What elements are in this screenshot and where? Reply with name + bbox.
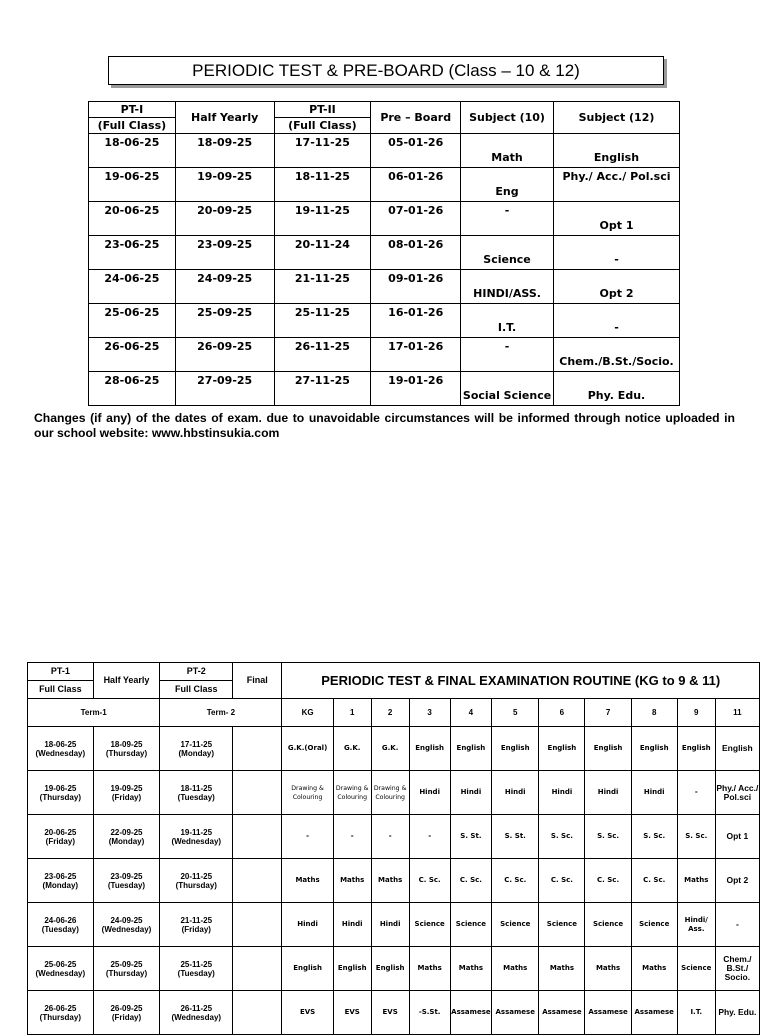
cell-day: (Thursday) bbox=[105, 968, 148, 978]
cell-pt2: 27-11-25 bbox=[274, 372, 371, 406]
cell-pt2: 17-11-25 bbox=[274, 134, 371, 168]
cell-subject: English bbox=[371, 947, 409, 991]
cell-subject: S. Sc. bbox=[585, 815, 631, 859]
cell-pt1: 24-06-25 bbox=[89, 270, 176, 304]
cell-subject: C. Sc. bbox=[492, 859, 539, 903]
cell-day: (Thursday) bbox=[39, 1012, 81, 1022]
cell-subject: Hindi bbox=[282, 903, 333, 947]
class-header: 9 bbox=[677, 699, 715, 727]
cell-day: (Thursday) bbox=[105, 748, 148, 758]
cell-date: 26-06-25 bbox=[44, 1003, 77, 1013]
cell-subject12: English bbox=[553, 134, 679, 168]
cell-pt2 bbox=[160, 771, 233, 815]
cell-subject: - bbox=[371, 815, 409, 859]
cell-pt2 bbox=[160, 947, 233, 991]
cell-date: 20-11-25 bbox=[180, 871, 213, 881]
cell-subject12: Opt 2 bbox=[553, 270, 679, 304]
cell-hy: 24-09-25 bbox=[175, 270, 274, 304]
header-pt2-sub: (Full Class) bbox=[274, 118, 371, 134]
cell-subject: G.K. bbox=[333, 727, 371, 771]
cell-pb: 08-01-26 bbox=[371, 236, 461, 270]
cell-date: 18-11-25 bbox=[180, 783, 213, 793]
cell-subject: Maths bbox=[371, 859, 409, 903]
cell-date: 19-09-25 bbox=[110, 783, 143, 793]
cell-pt1 bbox=[28, 903, 94, 947]
cell-date: 25-06-25 bbox=[44, 959, 77, 969]
cell-day: (Monday) bbox=[108, 836, 145, 846]
cell-pt2 bbox=[160, 903, 233, 947]
table-row bbox=[89, 304, 680, 338]
cell-subject: - bbox=[409, 815, 450, 859]
cell-subject: English bbox=[450, 727, 491, 771]
cell-day: (Wednesday) bbox=[171, 836, 222, 846]
header-final: Final bbox=[233, 663, 282, 699]
cell-hy bbox=[93, 727, 160, 771]
cell-pt1 bbox=[28, 771, 94, 815]
cell-day: (Friday) bbox=[181, 924, 211, 934]
cell-day: (Thursday) bbox=[39, 792, 81, 802]
cell-subject10: - bbox=[461, 202, 554, 236]
class-header: 1 bbox=[333, 699, 371, 727]
cell-date: 17-11-25 bbox=[180, 739, 213, 749]
cell-subject: English bbox=[492, 727, 539, 771]
cell-subject: Drawing & Colouring bbox=[282, 771, 333, 815]
cell-date: 23-09-25 bbox=[110, 871, 143, 881]
cell-pt2 bbox=[160, 991, 233, 1035]
cell-pt1: 18-06-25 bbox=[89, 134, 176, 168]
class-header: 5 bbox=[492, 699, 539, 727]
cell-subject10: Eng bbox=[461, 168, 554, 202]
cell-hy: 27-09-25 bbox=[175, 372, 274, 406]
cell-date: 25-09-25 bbox=[110, 959, 143, 969]
header-pt1-sub: Full Class bbox=[28, 681, 94, 699]
cell-subject: English bbox=[677, 727, 715, 771]
cell-subject: G.K.(Oral) bbox=[282, 727, 333, 771]
cell-hy: 20-09-25 bbox=[175, 202, 274, 236]
cell-day: (Friday) bbox=[111, 792, 142, 802]
cell-day: (Tuesday) bbox=[107, 880, 146, 890]
cell-subject: Science bbox=[677, 947, 715, 991]
cell-pt2: 25-11-25 bbox=[274, 304, 371, 338]
cell-subject10: HINDI/ASS. bbox=[461, 270, 554, 304]
cell-subject: Science bbox=[409, 903, 450, 947]
cell-subject: C. Sc. bbox=[631, 859, 677, 903]
cell-pb: 05-01-26 bbox=[371, 134, 461, 168]
pt-final-routine-table bbox=[27, 662, 760, 1035]
cell-subject: EVS bbox=[371, 991, 409, 1035]
table-row bbox=[28, 771, 760, 815]
cell-date: 18-09-25 bbox=[110, 739, 143, 749]
cell-subject: English bbox=[631, 727, 677, 771]
cell-subject10: Science bbox=[461, 236, 554, 270]
cell-pt2 bbox=[160, 727, 233, 771]
header-pt1: PT-I bbox=[89, 102, 176, 118]
cell-subject: Hindi/ Ass. bbox=[677, 903, 715, 947]
cell-date: 24-09-25 bbox=[110, 915, 143, 925]
cell-subject: S. Sc. bbox=[539, 815, 585, 859]
cell-subject: Assamese bbox=[492, 991, 539, 1035]
cell-pt1: 19-06-25 bbox=[89, 168, 176, 202]
cell-pt2: 20-11-24 bbox=[274, 236, 371, 270]
cell-subject10: Social Science bbox=[461, 372, 554, 406]
cell-subject: Hindi bbox=[539, 771, 585, 815]
cell-subject: Opt 1 bbox=[715, 815, 759, 859]
cell-pt1: 23-06-25 bbox=[89, 236, 176, 270]
pt-preboard-table bbox=[88, 101, 680, 406]
cell-subject: Hindi bbox=[409, 771, 450, 815]
cell-final bbox=[233, 727, 282, 771]
cell-day: (Wednesday) bbox=[35, 748, 86, 758]
cell-pt1: 26-06-25 bbox=[89, 338, 176, 372]
cell-subject: Science bbox=[539, 903, 585, 947]
header-subject12: Subject (12) bbox=[553, 102, 679, 134]
cell-subject: Maths bbox=[333, 859, 371, 903]
term2-label: Term- 2 bbox=[160, 699, 282, 727]
cell-subject: English bbox=[409, 727, 450, 771]
table-row bbox=[28, 815, 760, 859]
cell-hy bbox=[93, 991, 160, 1035]
cell-date: 26-11-25 bbox=[180, 1003, 213, 1013]
cell-subject: Hindi bbox=[492, 771, 539, 815]
cell-pt2 bbox=[160, 859, 233, 903]
cell-subject12: Phy./ Acc./ Pol.sci bbox=[553, 168, 679, 202]
cell-subject: Science bbox=[492, 903, 539, 947]
cell-subject10: - bbox=[461, 338, 554, 372]
cell-date: 26-09-25 bbox=[110, 1003, 143, 1013]
table-row bbox=[89, 168, 680, 202]
cell-subject: Science bbox=[585, 903, 631, 947]
cell-subject: Hindi bbox=[585, 771, 631, 815]
cell-subject: Phy. Edu. bbox=[715, 991, 759, 1035]
cell-day: (Tuesday) bbox=[41, 924, 79, 934]
cell-subject: Maths bbox=[585, 947, 631, 991]
cell-subject: English bbox=[585, 727, 631, 771]
cell-day: (Wednesday) bbox=[101, 924, 152, 934]
cell-subject: -S.St. bbox=[409, 991, 450, 1035]
cell-subject: S. St. bbox=[492, 815, 539, 859]
cell-date: 19-11-25 bbox=[180, 827, 213, 837]
cell-hy bbox=[93, 903, 160, 947]
cell-pb: 17-01-26 bbox=[371, 338, 461, 372]
cell-subject: Maths bbox=[282, 859, 333, 903]
cell-pb: 09-01-26 bbox=[371, 270, 461, 304]
class-header: 3 bbox=[409, 699, 450, 727]
class-header: 11 bbox=[715, 699, 759, 727]
cell-pb: 07-01-26 bbox=[371, 202, 461, 236]
cell-day: (Friday) bbox=[111, 1012, 142, 1022]
cell-pb: 16-01-26 bbox=[371, 304, 461, 338]
class-header: KG bbox=[282, 699, 333, 727]
cell-pt1 bbox=[28, 947, 94, 991]
term1-label: Term-1 bbox=[28, 699, 160, 727]
cell-subject: EVS bbox=[333, 991, 371, 1035]
class-header: 6 bbox=[539, 699, 585, 727]
cell-subject: Maths bbox=[450, 947, 491, 991]
cell-subject: Assamese bbox=[450, 991, 491, 1035]
class-header: 4 bbox=[450, 699, 491, 727]
cell-final bbox=[233, 771, 282, 815]
cell-subject: Maths bbox=[409, 947, 450, 991]
cell-pt1 bbox=[28, 859, 94, 903]
cell-day: (Wednesday) bbox=[171, 1012, 222, 1022]
cell-subject: - bbox=[715, 903, 759, 947]
cell-subject: C. Sc. bbox=[409, 859, 450, 903]
cell-subject: Hindi bbox=[450, 771, 491, 815]
cell-subject: C. Sc. bbox=[539, 859, 585, 903]
table-row bbox=[89, 270, 680, 304]
cell-hy: 25-09-25 bbox=[175, 304, 274, 338]
cell-subject: C. Sc. bbox=[450, 859, 491, 903]
cell-subject10: Math bbox=[461, 134, 554, 168]
cell-subject: Science bbox=[631, 903, 677, 947]
cell-subject: Drawing & Colouring bbox=[333, 771, 371, 815]
cell-subject: EVS bbox=[282, 991, 333, 1035]
cell-subject: - bbox=[677, 771, 715, 815]
class-header: 7 bbox=[585, 699, 631, 727]
cell-date: 19-06-25 bbox=[44, 783, 77, 793]
cell-date: 24-06-26 bbox=[44, 915, 77, 925]
cell-day: (Wednesday) bbox=[35, 968, 86, 978]
cell-pt1: 25-06-25 bbox=[89, 304, 176, 338]
section2-title: PERIODIC TEST & FINAL EXAMINATION ROUTINE (KG to 9 & 11) bbox=[282, 663, 760, 699]
exam-change-notice: Changes (if any) of the dates of exam. due to unavoidable circumstances will be informed through notice uploaded in our school website: www.hbstinsukia.com bbox=[34, 411, 735, 440]
cell-day: (Friday) bbox=[45, 836, 75, 846]
cell-subject12: - bbox=[553, 304, 679, 338]
header-pre-board: Pre – Board bbox=[371, 102, 461, 134]
table-row bbox=[89, 202, 680, 236]
cell-date: 21-11-25 bbox=[180, 915, 213, 925]
cell-date: 25-11-25 bbox=[180, 959, 213, 969]
table-row bbox=[28, 991, 760, 1035]
cell-hy bbox=[93, 815, 160, 859]
header-pt1-sub: (Full Class) bbox=[89, 118, 176, 134]
cell-subject12: - bbox=[553, 236, 679, 270]
cell-hy: 23-09-25 bbox=[175, 236, 274, 270]
section1-title: PERIODIC TEST & PRE-BOARD (Class – 10 & 12) bbox=[108, 56, 664, 85]
cell-subject: - bbox=[333, 815, 371, 859]
header-pt2-sub: Full Class bbox=[160, 681, 233, 699]
cell-pt1 bbox=[28, 815, 94, 859]
cell-pt1: 20-06-25 bbox=[89, 202, 176, 236]
table-row bbox=[28, 947, 760, 991]
class-header: 2 bbox=[371, 699, 409, 727]
cell-subject: C. Sc. bbox=[585, 859, 631, 903]
cell-subject: Maths bbox=[539, 947, 585, 991]
table-row bbox=[89, 236, 680, 270]
cell-subject: Chem./ B.St./ Socio. bbox=[715, 947, 759, 991]
cell-subject: English bbox=[715, 727, 759, 771]
cell-subject: Assamese bbox=[585, 991, 631, 1035]
cell-hy: 26-09-25 bbox=[175, 338, 274, 372]
cell-subject: English bbox=[333, 947, 371, 991]
cell-hy bbox=[93, 947, 160, 991]
table-row bbox=[89, 338, 680, 372]
cell-day: (Tuesday) bbox=[177, 968, 215, 978]
header-pt2: PT-II bbox=[274, 102, 371, 118]
cell-subject: Drawing & Colouring bbox=[371, 771, 409, 815]
cell-subject12: Phy. Edu. bbox=[553, 372, 679, 406]
cell-subject: S. Sc. bbox=[677, 815, 715, 859]
class-header: 8 bbox=[631, 699, 677, 727]
cell-final bbox=[233, 947, 282, 991]
cell-subject: Maths bbox=[677, 859, 715, 903]
cell-subject: Assamese bbox=[539, 991, 585, 1035]
cell-subject: Assamese bbox=[631, 991, 677, 1035]
table-row bbox=[89, 134, 680, 168]
cell-hy: 18-09-25 bbox=[175, 134, 274, 168]
cell-subject: English bbox=[539, 727, 585, 771]
table-row bbox=[89, 372, 680, 406]
cell-subject: G.K. bbox=[371, 727, 409, 771]
cell-pt2: 26-11-25 bbox=[274, 338, 371, 372]
cell-subject: S. Sc. bbox=[631, 815, 677, 859]
header-pt1: PT-1 bbox=[28, 663, 94, 681]
cell-day: (Thursday) bbox=[175, 880, 217, 890]
cell-pt1: 28-06-25 bbox=[89, 372, 176, 406]
cell-pt1 bbox=[28, 991, 94, 1035]
cell-date: 20-06-25 bbox=[44, 827, 77, 837]
header-half-yearly: Half Yearly bbox=[175, 102, 274, 134]
cell-subject10: I.T. bbox=[461, 304, 554, 338]
header-half-yearly: Half Yearly bbox=[93, 663, 160, 699]
cell-pt2: 21-11-25 bbox=[274, 270, 371, 304]
cell-date: 18-06-25 bbox=[44, 739, 77, 749]
cell-day: (Tuesday) bbox=[177, 792, 215, 802]
cell-hy bbox=[93, 859, 160, 903]
cell-date: 23-06-25 bbox=[44, 871, 77, 881]
cell-hy: 19-09-25 bbox=[175, 168, 274, 202]
cell-pt1 bbox=[28, 727, 94, 771]
cell-hy bbox=[93, 771, 160, 815]
cell-subject12: Chem./B.St./Socio. bbox=[553, 338, 679, 372]
cell-subject: Hindi bbox=[371, 903, 409, 947]
header-subject10: Subject (10) bbox=[461, 102, 554, 134]
cell-subject: Hindi bbox=[333, 903, 371, 947]
cell-date: 22-09-25 bbox=[110, 827, 143, 837]
cell-subject: S. St. bbox=[450, 815, 491, 859]
cell-subject12: Opt 1 bbox=[553, 202, 679, 236]
cell-subject: Opt 2 bbox=[715, 859, 759, 903]
cell-pb: 19-01-26 bbox=[371, 372, 461, 406]
cell-subject: Science bbox=[450, 903, 491, 947]
cell-final bbox=[233, 815, 282, 859]
cell-final bbox=[233, 859, 282, 903]
cell-pb: 06-01-26 bbox=[371, 168, 461, 202]
header-pt2: PT-2 bbox=[160, 663, 233, 681]
cell-pt2: 18-11-25 bbox=[274, 168, 371, 202]
cell-final bbox=[233, 903, 282, 947]
cell-subject: I.T. bbox=[677, 991, 715, 1035]
cell-subject: English bbox=[282, 947, 333, 991]
table-row bbox=[28, 903, 760, 947]
cell-final bbox=[233, 991, 282, 1035]
cell-subject: Phy./ Acc./ Pol.sci bbox=[715, 771, 759, 815]
table-row bbox=[28, 727, 760, 771]
cell-subject: Maths bbox=[631, 947, 677, 991]
cell-pt2: 19-11-25 bbox=[274, 202, 371, 236]
cell-pt2 bbox=[160, 815, 233, 859]
cell-subject: Hindi bbox=[631, 771, 677, 815]
cell-day: (Monday) bbox=[42, 880, 79, 890]
table-row bbox=[28, 859, 760, 903]
cell-subject: Maths bbox=[492, 947, 539, 991]
cell-subject: - bbox=[282, 815, 333, 859]
cell-day: (Monday) bbox=[178, 748, 215, 758]
